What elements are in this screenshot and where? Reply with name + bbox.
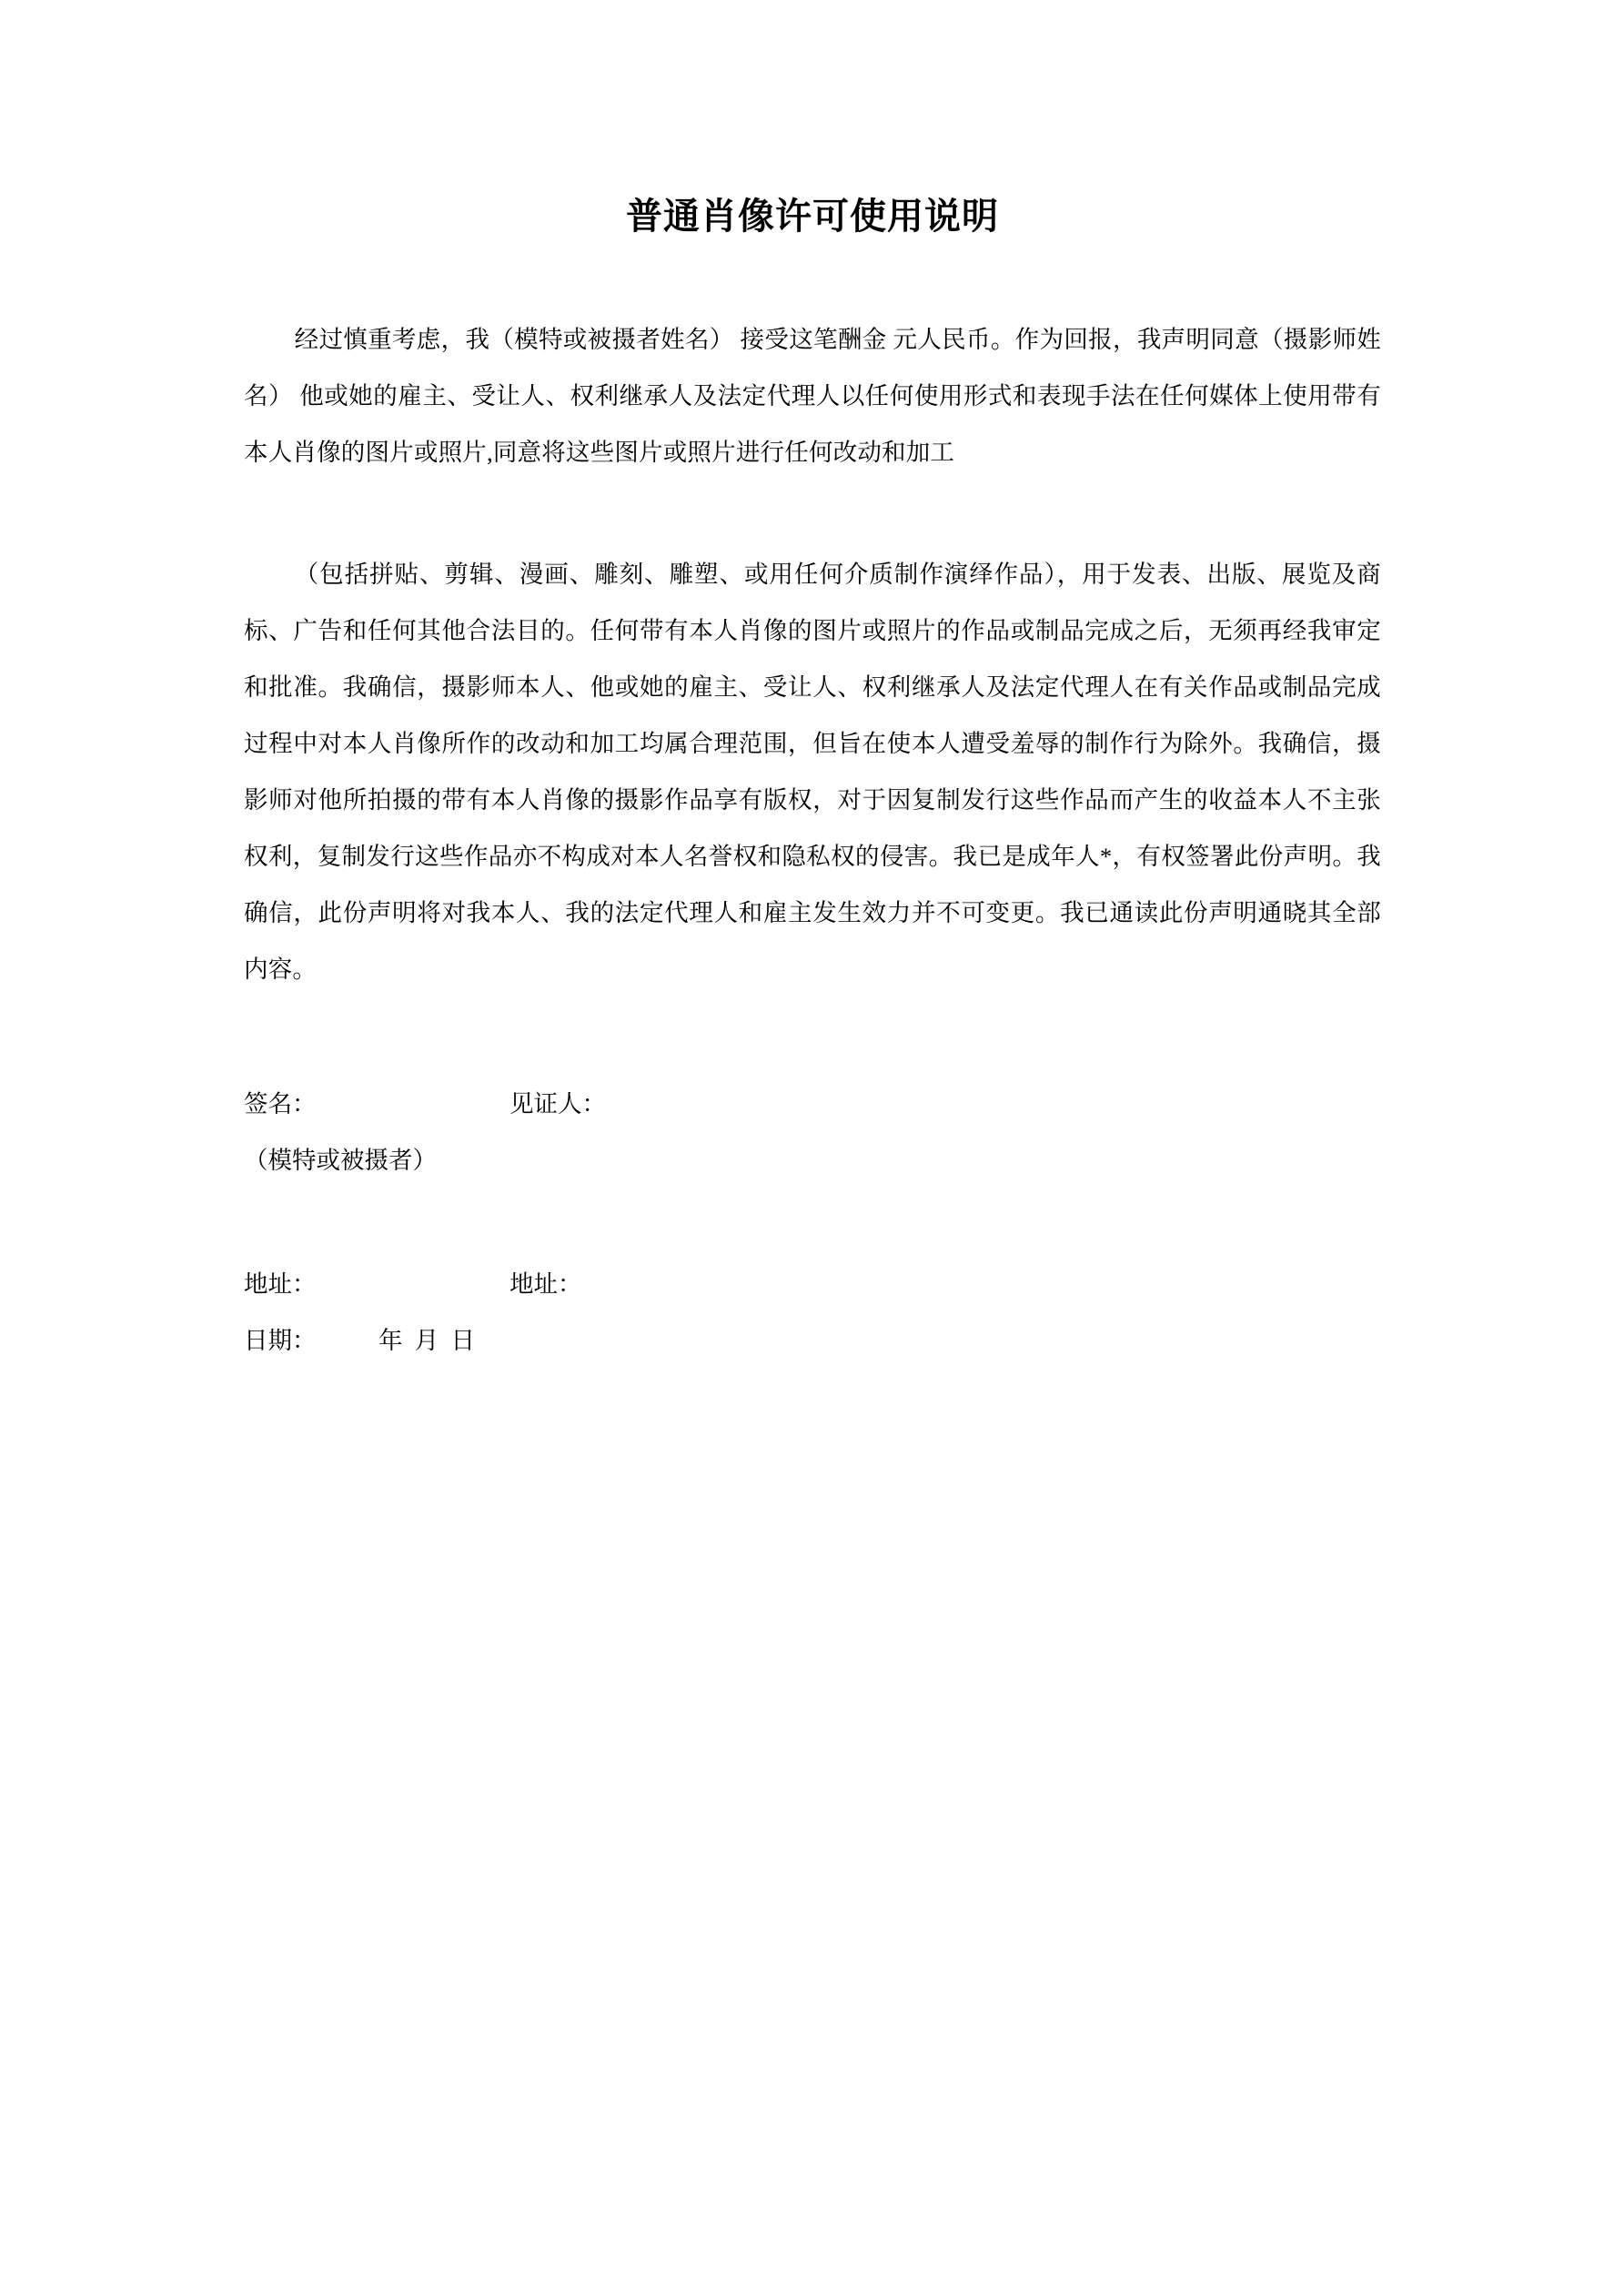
address-row <box>244 1256 1381 1312</box>
signature-section <box>244 1076 1381 1188</box>
date-label: 日期： <box>244 1327 317 1354</box>
document-body <box>244 0 1381 1369</box>
date-value: 年 月 日 <box>378 1327 475 1354</box>
signature-note: （模特或被摄者） <box>244 1147 437 1174</box>
signer-address-label: 地址： <box>244 1270 317 1298</box>
page-title: 普通肖像许可使用说明 <box>626 196 999 237</box>
address-section <box>244 1256 1381 1369</box>
witness-address-label: 地址： <box>509 1270 582 1298</box>
signature-row <box>244 1076 1381 1132</box>
witness-label: 见证人： <box>509 1090 606 1118</box>
signature-note-row <box>244 1132 1381 1188</box>
date-row <box>244 1312 1381 1369</box>
signature-label: 签名： <box>244 1090 317 1118</box>
paragraph-2: （包括拼贴、剪辑、漫画、雕刻、雕塑、或用任何介质制作演绎作品），用于发表、出版、展览及商标、广告和任何其他合法目的。任何带有本人肖像的图片或照片的作品或制品完成之后，无须再经我审定和批准。我确信，摄影师本人、他或她的雇主、受让人、权利继承人及法定代理人在有关作品或制品完成过程中对本人肖像所作的改动和加工均属合理范围，但旨在使本人遭受羞辱的制作行为除外。我确信，摄影师对他所拍摄的带有本人肖像的摄影作品享有版权，对于因复制发行这些作品而产生的收益本人不主张权利，复制发行这些作品亦不构成对本人名誉权和隐私权的侵害。我已是成年人*，有权签署此份声明。我确信，此份声明将对我本人、我的法定代理人和雇主发生效力并不可变更。我已通读此份声明通晓其全部内容。 <box>244 561 1381 983</box>
paragraph-1: 经过慎重考虑，我（模特或被摄者姓名） 接受这笔酬金 元人民币。作为回报，我声明同意（摄影师姓名） 他或她的雇主、受让人、权利继承人及法定代理人以任何使用形式和表现手法在任何媒体上使用带有本人肖像的图片或照片,同意将这些图片或照片进行任何改动和加工 <box>244 326 1381 466</box>
